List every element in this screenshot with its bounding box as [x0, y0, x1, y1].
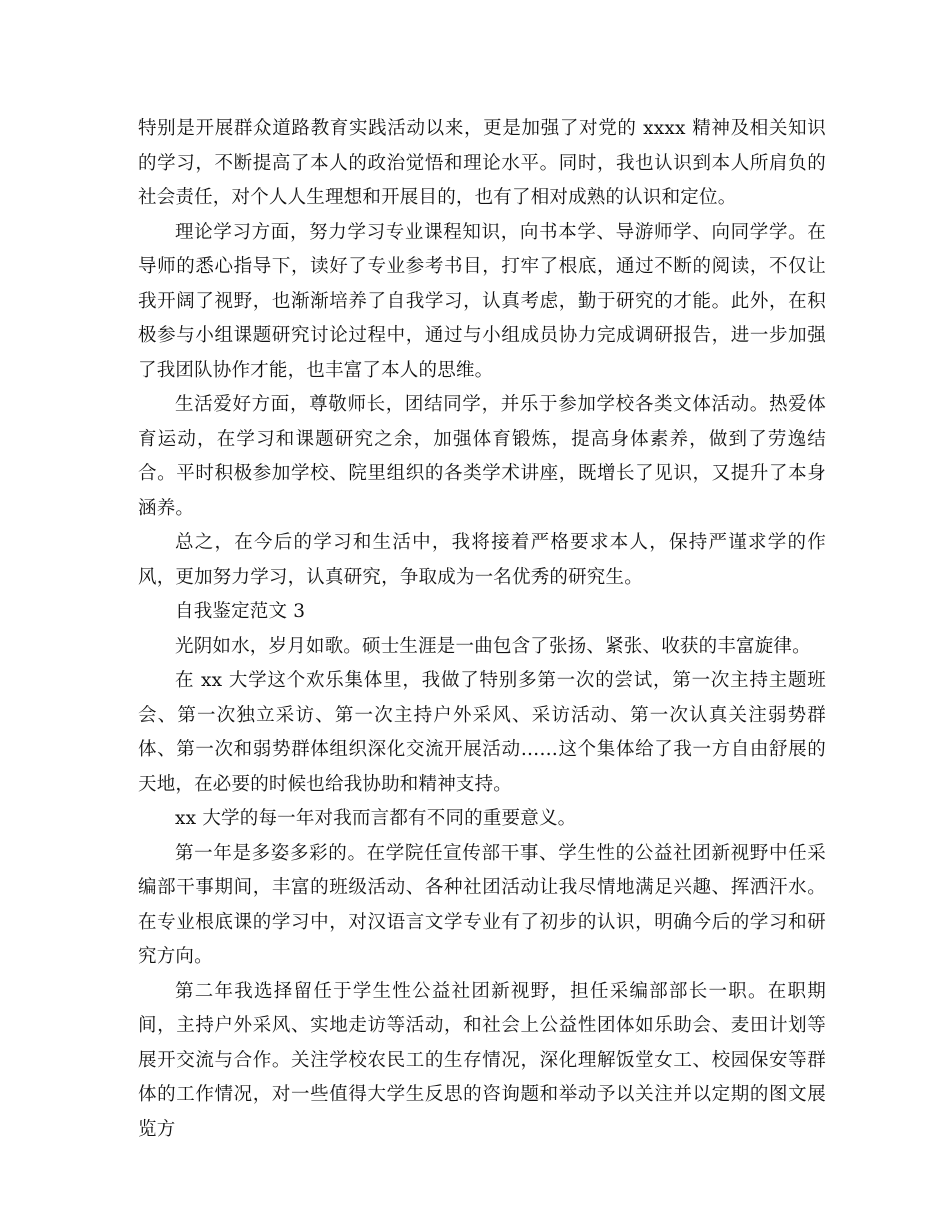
document-body: [138, 112, 826, 1147]
paragraph-7: xx 大学的每一年对我而言都有不同的重要意义。: [175, 808, 577, 829]
paragraph-9: 第二年我选择留任于学生性公益社团新视野，担任采编部部长一职。在职期间，主持户外采风、实地走访等活动，和社会上公益性团体如乐助会、麦田计划等展开交流与合作。关注学校农民工的生存情况，深化理解饭堂女工、校园保安等群体的工作情况，对一些值得大学生反思的咨询题和举动予以关注并以定期的图文展览方: [138, 980, 826, 1140]
paragraph-3: 生活爱好方面，尊敬师长，团结同学，并乐于参加学校各类文体活动。热爱体育运动，在学习和课题研究之余，加强体育锻炼，提高身体素养，做到了劳逸结合。平时积极参加学校、院里组织的各类学术讲座，既增长了见识，又提升了本身涵养。: [138, 394, 826, 519]
paragraph-5: 光阴如水，岁月如歌。硕士生涯是一曲包含了张扬、紧张、收获的丰富旋律。: [175, 635, 811, 657]
paragraph-4: 总之，在今后的学习和生活中，我将接着严格要求本人，保持严谨求学的作风，更加努力学习，认真研究，争取成为一名优秀的研究生。: [138, 532, 826, 588]
paragraph-6: 在 xx 大学这个欢乐集体里，我做了特别多第一次的尝试，第一次主持主题班会、第一次独立采访、第一次主持户外采风、采访活动、第一次认真关注弱势群体、第一次和弱势群体组织深化交流开展活动……这个集体给了我一方自由舒展的天地，在必要的时候也给我协助和精神支持。: [138, 670, 826, 795]
section-heading: 自我鉴定范文 3: [175, 601, 306, 622]
paragraph-1: 特别是开展群众道路教育实践活动以来，更是加强了对党的 xxxx 精神及相关知识的学习，不断提高了本人的政治觉悟和理论水平。同时，我也认识到本人所肩负的社会责任，对个人人生理想和开展目的，也有了相对成熟的认识和定位。: [138, 118, 826, 208]
paragraph-8: 第一年是多姿多彩的。在学院任宣传部干事、学生性的公益社团新视野中任采编部干事期间，丰富的班级活动、各种社团活动让我尽情地满足兴趣、挥洒汗水。在专业根底课的学习中，对汉语言文学专业有了初步的认识，明确今后的学习和研究方向。: [138, 842, 826, 967]
paragraph-2: 理论学习方面，努力学习专业课程知识，向书本学、导游师学、向同学学。在导师的悉心指导下，读好了专业参考书目，打牢了根底，通过不断的阅读，不仅让我开阔了视野，也渐渐培养了自我学习，认真考虑，勤于研究的才能。此外，在积极参与小组课题研究讨论过程中，通过与小组成员协力完成调研报告，进一步加强了我团队协作才能，也丰富了本人的思维。: [138, 221, 826, 381]
